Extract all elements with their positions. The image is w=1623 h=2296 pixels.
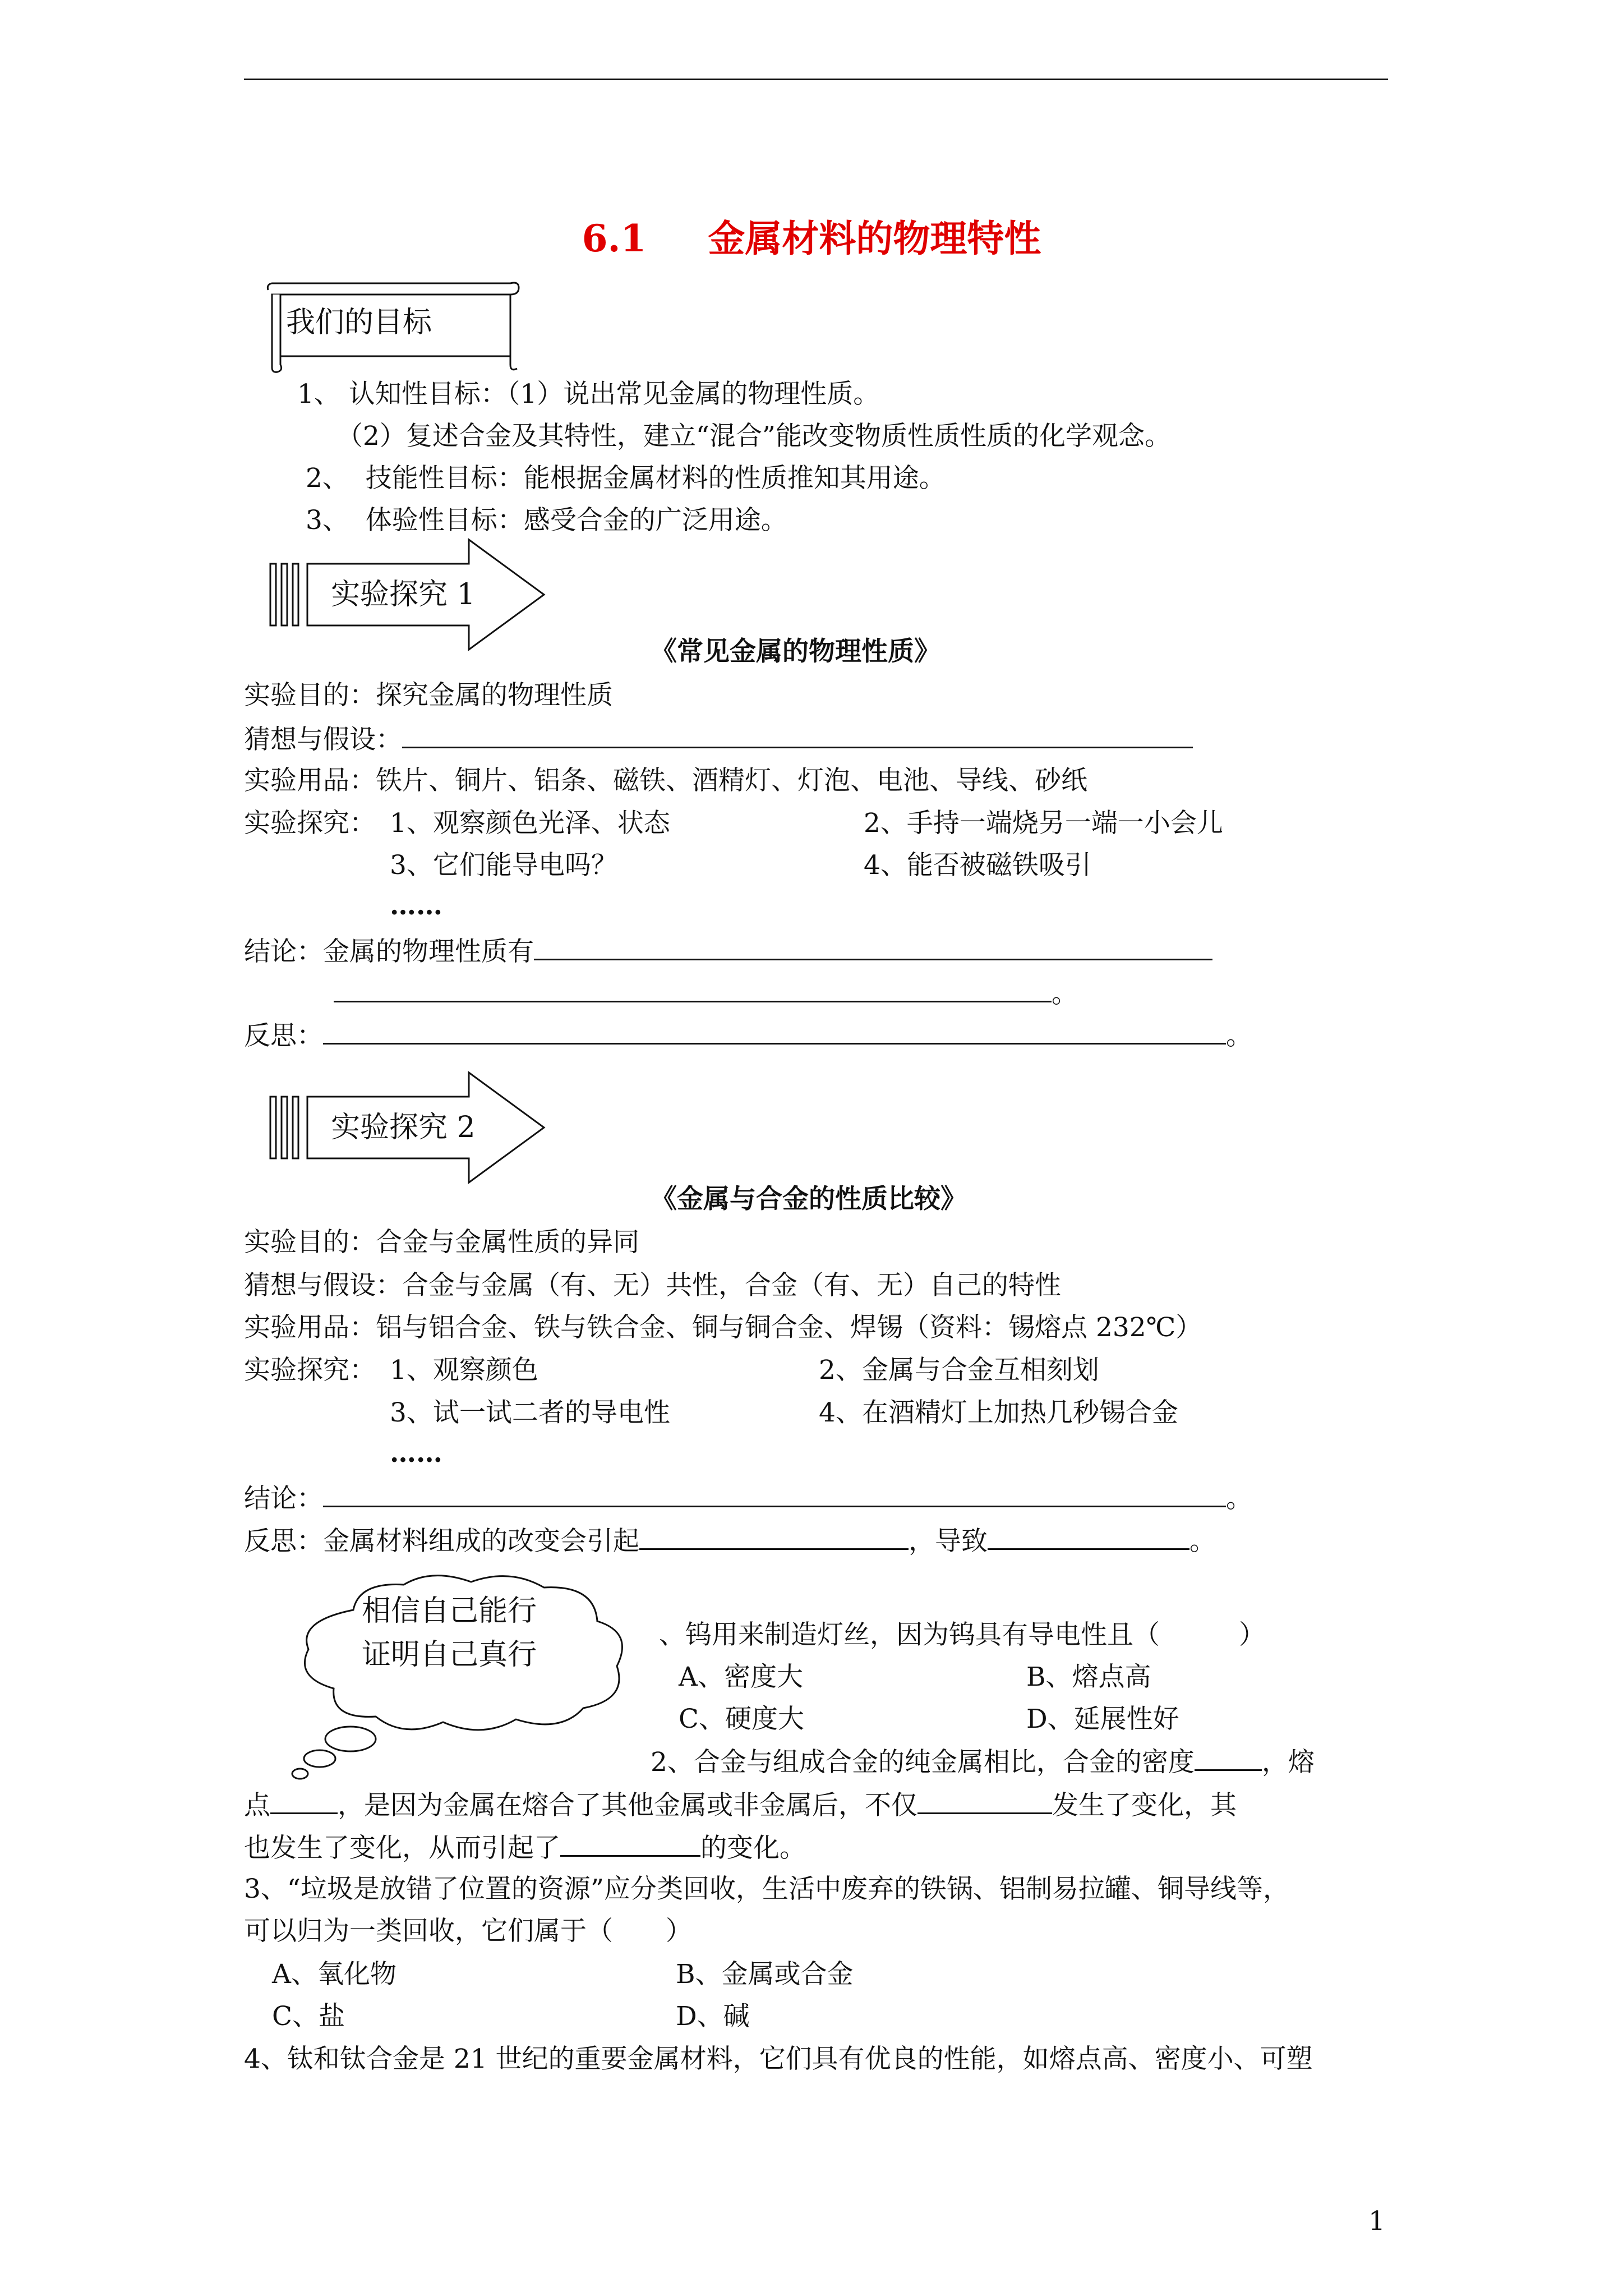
exp2-step-1: 1、观察颜色 (390, 1355, 538, 1386)
q2-part-d: ，是因为金属在熔合了其他金属或非金属后，不仅 (338, 1790, 917, 1821)
exp1-badge-label: 实验探究 1 (331, 578, 476, 611)
exp2-reflection-a: 反思：金属材料组成的改变会引起 (244, 1526, 639, 1557)
q2-part-b: ，熔 (1261, 1747, 1315, 1778)
exp1-conclusion-blank[interactable] (534, 934, 1212, 960)
exp1-reflection-period: 。 (1226, 1020, 1252, 1051)
exp2-hypothesis: 猜想与假设：合金与金属（有、无）共性，合金（有、无）自己的特性 (244, 1270, 1061, 1301)
exp1-hypothesis-label: 猜想与假设： (244, 724, 402, 755)
title-number: 6.1 (582, 217, 647, 260)
q1-stem: 、钨用来制造灯丝，因为钨具有导电性且（ ） (659, 1619, 1265, 1650)
exp2-ellipsis: …… (390, 1438, 442, 1469)
exp2-purpose: 实验目的：合金与金属性质的异同 (244, 1227, 639, 1258)
exp1-ellipsis: …… (390, 890, 442, 921)
page-number: 1 (1368, 2206, 1385, 2237)
q2-part-c: 点 (244, 1790, 270, 1821)
q2-part-e: 发生了变化，其 (1052, 1790, 1237, 1821)
exp2-title: 《金属与合金的性质比较》 (651, 1184, 967, 1214)
q2-part-a: 2、合金与组成合金的纯金属相比，合金的密度 (651, 1747, 1195, 1778)
exp1-reflection-blank[interactable] (323, 1018, 1226, 1045)
exp2-reflection-b: ，导致 (909, 1526, 988, 1557)
q3-line-2: 可以归为一类回收，它们属于（ ） (244, 1916, 692, 1947)
goal-item-1b: （2）复述合金及其特性，建立“混合”能改变物质性质性质的化学观念。 (336, 421, 1171, 452)
q1-option-d: D、延展性好 (1026, 1704, 1179, 1734)
q1-option-c: C、硬度大 (679, 1704, 804, 1734)
q3-option-d: D、碱 (676, 2001, 750, 2032)
q2-blank-1[interactable] (1195, 1745, 1262, 1771)
cloud-line-1: 相信自己能行 (362, 1594, 537, 1628)
exp1-reflection-label: 反思： (244, 1020, 323, 1051)
q3-option-b: B、金属或合金 (676, 1959, 854, 1990)
q1-option-b: B、熔点高 (1026, 1662, 1151, 1692)
exp2-reflection-period: 。 (1189, 1526, 1216, 1557)
exp1-materials: 实验用品：铁片、铜片、铝条、磁铁、酒精灯、灯泡、电池、导线、砂纸 (244, 765, 1087, 796)
exp1-step-2: 2、手持一端烧另一端一小会儿 (864, 808, 1223, 839)
q3-option-c: C、盐 (272, 2001, 345, 2032)
q4-stem: 4、钛和钛合金是 21 世纪的重要金属材料，它们具有优良的性能，如熔点高、密度小、可塑 (244, 2044, 1313, 2074)
exp2-conclusion-period: 。 (1226, 1483, 1252, 1514)
exp1-conclusion-blank-2[interactable] (334, 976, 1052, 1002)
title-text: 金属材料的物理特性 (708, 217, 1041, 260)
exp2-step-2: 2、金属与合金互相刻划 (819, 1355, 1099, 1386)
goal-item-3: 3、 体验性目标：感受合金的广泛用途。 (306, 505, 787, 536)
q3-option-a: A、氧化物 (272, 1959, 396, 1990)
exp2-reflection-blank-2[interactable] (988, 1524, 1189, 1550)
q2-part-g: 的变化。 (700, 1833, 806, 1864)
exp1-step-4: 4、能否被磁铁吸引 (864, 850, 1091, 881)
exp2-reflection-blank-1[interactable] (639, 1524, 909, 1550)
q2-part-f: 也发生了变化，从而引起了 (244, 1833, 560, 1864)
exp1-explore-label: 实验探究： (244, 808, 376, 839)
exp1-conclusion-label: 结论：金属的物理性质有 (244, 936, 534, 967)
exp1-title: 《常见金属的物理性质》 (651, 636, 940, 667)
goals-heading: 我们的目标 (286, 306, 432, 339)
header-rule (244, 79, 1388, 80)
exp1-purpose: 实验目的：探究金属的物理性质 (244, 680, 613, 711)
exp1-step-3: 3、它们能导电吗？ (390, 850, 617, 881)
exp2-explore-label: 实验探究： (244, 1355, 376, 1386)
q2-blank-4[interactable] (560, 1830, 700, 1857)
goal-item-2: 2、 技能性目标：能根据金属材料的性质推知其用途。 (306, 463, 946, 494)
page-title (0, 216, 1623, 261)
q2-blank-2[interactable] (270, 1788, 338, 1814)
exp2-step-3: 3、试一试二者的导电性 (390, 1397, 670, 1428)
goal-item-1: 1、 认知性目标：（1）说出常见金属的物理性质。 (297, 379, 880, 409)
exp2-badge-label: 实验探究 2 (331, 1111, 476, 1144)
q2-blank-3[interactable] (917, 1788, 1052, 1814)
cloud-line-2: 证明自己真行 (362, 1638, 537, 1672)
q1-option-a: A、密度大 (679, 1662, 803, 1692)
exp1-step-1: 1、观察颜色光泽、状态 (390, 808, 670, 839)
exp2-step-4: 4、在酒精灯上加热几秒锡合金 (819, 1397, 1178, 1428)
exp2-materials: 实验用品：铝与铝合金、铁与铁合金、铜与铜合金、焊锡（资料：锡熔点 232℃） (244, 1312, 1202, 1343)
exp2-conclusion-blank[interactable] (323, 1481, 1226, 1507)
exp1-hypothesis-blank[interactable] (402, 722, 1193, 748)
exp2-conclusion-label: 结论： (244, 1483, 323, 1514)
exp1-period: 。 (1052, 978, 1078, 1009)
q3-line-1: 3、“垃圾是放错了位置的资源”应分类回收，生活中废弃的铁锅、铝制易拉罐、铜导线等， (244, 1874, 1289, 1904)
